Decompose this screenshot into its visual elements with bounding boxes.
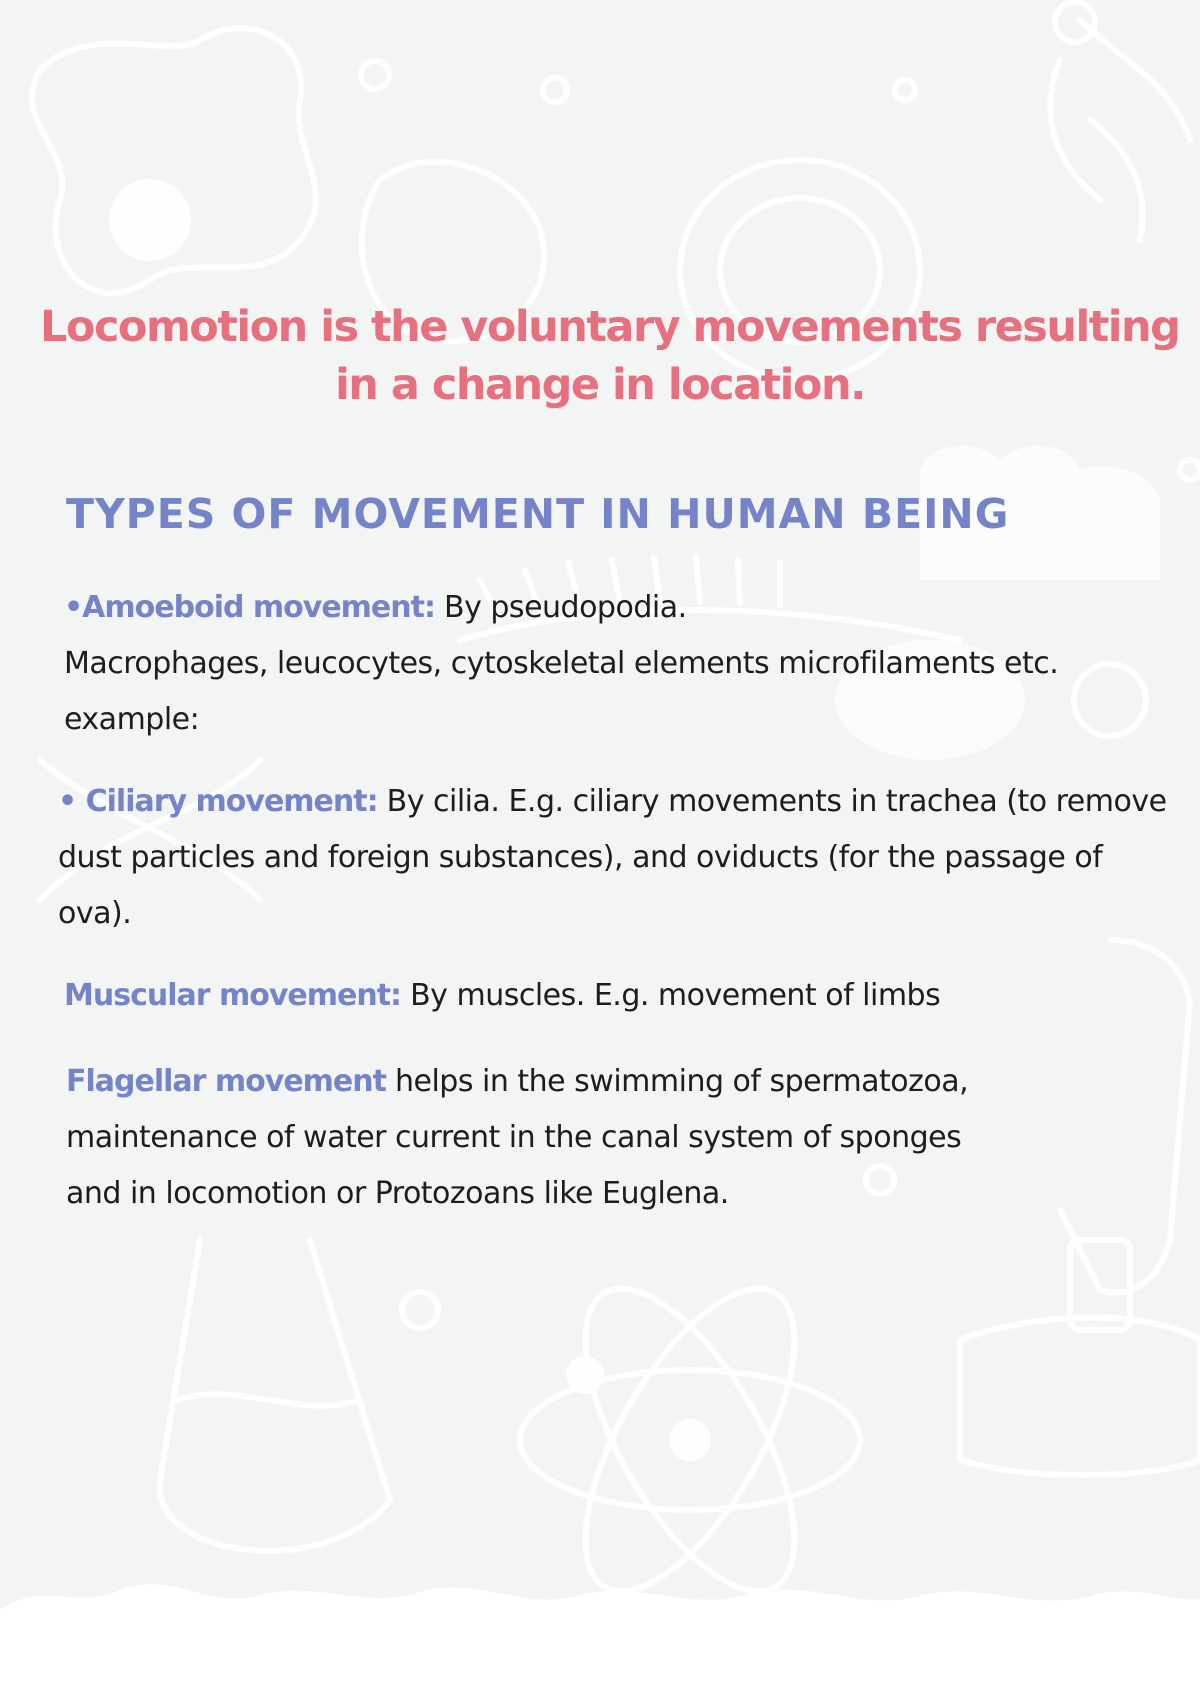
amoeboid-paragraph — [64, 580, 1058, 748]
amoeboid-line-2: Macrophages, leucocytes, cytoskeletal elements microfilaments etc. — [64, 646, 1059, 681]
flagellar-line-3: and in locomotion or Protozoans like Euglena. — [66, 1176, 729, 1211]
flagellar-term: Flagellar movement — [66, 1064, 386, 1099]
muscular-line-1 — [64, 968, 940, 1024]
ciliary-term: • Ciliary movement: — [58, 784, 378, 819]
title-line-2: in a change in location. — [335, 360, 865, 410]
flagellar-line-1 — [66, 1054, 968, 1110]
title-line-1: Locomotion is the voluntary movements resulting — [40, 302, 1180, 352]
flagellar-line-2: maintenance of water current in the canal system of sponges — [66, 1120, 962, 1155]
section-heading: TYPES OF MOVEMENT IN HUMAN BEING — [66, 490, 1010, 538]
flagellar-text: helps in the swimming of spermatozoa, — [385, 1064, 969, 1099]
ciliary-line-1 — [58, 774, 1167, 830]
flagellar-paragraph — [66, 1054, 968, 1222]
amoeboid-line-3: example: — [64, 702, 200, 737]
ciliary-line-2: dust particles and foreign substances), and oviducts (for the passage of — [58, 840, 1103, 875]
ciliary-line-3: ova). — [58, 896, 132, 931]
muscular-paragraph — [64, 968, 940, 1024]
ciliary-text: By cilia. E.g. ciliary movements in trachea (to remove — [377, 784, 1167, 819]
amoeboid-term: •Amoeboid movement: — [64, 590, 435, 625]
amoeboid-text: By pseudopodia. — [434, 590, 687, 625]
page-title — [40, 298, 1180, 414]
ciliary-paragraph — [58, 774, 1167, 942]
muscular-text: By muscles. E.g. movement of limbs — [401, 978, 941, 1013]
amoeboid-line-1 — [64, 580, 1058, 636]
muscular-term: Muscular movement: — [64, 978, 402, 1013]
